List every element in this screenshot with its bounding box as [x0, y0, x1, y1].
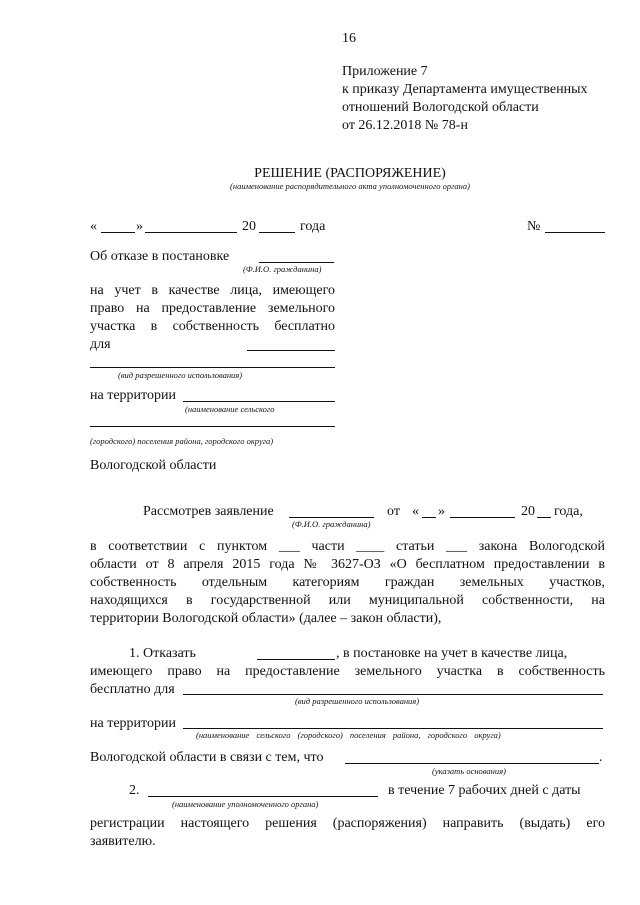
item1-line-3: бесплатно для [90, 682, 175, 697]
date-year-suffix: года [300, 219, 326, 234]
item1-reason-prefix: Вологодской области в связи с тем, что [90, 750, 324, 765]
date-year-prefix: 20 [242, 219, 256, 234]
item1-reason-end: . [599, 750, 603, 765]
considering-from: от [387, 504, 400, 519]
pursuant-line-1: в соответствии с пунктом ___ части ____ статьи ___ закона Вологодской [90, 539, 605, 554]
pursuant-line-4: находящихся в государственной или муниципальной собственности, на [90, 593, 605, 608]
item1-territory-label: на территории [90, 716, 176, 731]
considering-year-suffix: года, [554, 504, 583, 519]
item2-text: в течение 7 рабочих дней с даты [388, 783, 581, 798]
item2-organ-hint: (наименование уполномоченного органа) [172, 799, 319, 809]
subject-line-3: право на предоставление земельного [90, 301, 335, 316]
considering-close-quote: » [438, 504, 445, 519]
date-day-blank [101, 232, 135, 233]
subject-line-1: Об отказе в постановке [90, 249, 230, 264]
item1-reason-hint: (указать основания) [432, 766, 506, 776]
considering-fio-blank [289, 517, 374, 518]
considering-day-blank [422, 517, 436, 518]
subject-territory-hint-1: (наименование сельского [185, 404, 275, 414]
subject-territory-label: на территории [90, 388, 176, 403]
appendix-line-1: Приложение 7 [342, 64, 428, 79]
considering-year-prefix: 20 [521, 504, 535, 519]
item2-organ-blank [148, 796, 378, 797]
subject-for-blank-2 [90, 367, 335, 368]
item1-usage-hint: (вид разрешенного использования) [295, 696, 420, 706]
subject-fio-hint: (Ф.И.О. гражданина) [243, 264, 322, 274]
item1-territory-blank [183, 728, 603, 729]
item2-line-2: регистрации настоящего решения (распоряжения) направить (выдать) его [90, 816, 605, 831]
subject-territory-hint-2: (городского) поселения района, городского округа) [90, 436, 274, 446]
subject-usage-hint: (вид разрешенного использования) [118, 370, 243, 380]
subject-line-4: участка в собственность бесплатно [90, 319, 335, 334]
subject-fio-blank [259, 262, 334, 263]
pursuant-line-2: области от 8 апреля 2015 года № 3627-ОЗ «О бесплатном предоставлении в [90, 557, 605, 572]
appendix-line-2: к приказу Департамента имущественных [342, 82, 588, 97]
appendix-line-4: от 26.12.2018 № 78-н [342, 118, 468, 133]
pursuant-line-3: собственность отдельным категориям граждан земельных участков, [90, 575, 605, 590]
subject-territory-blank-1 [183, 401, 335, 402]
subject-region: Вологодской области [90, 458, 217, 473]
pursuant-line-5: территории Вологодской области» (далее – закон области), [90, 611, 442, 626]
item1-usage-blank [183, 694, 603, 695]
considering-fio-hint: (Ф.И.О. гражданина) [292, 519, 371, 529]
considering-label: Рассмотрев заявление [143, 504, 274, 519]
number-sign: № [527, 219, 541, 234]
date-close-quote: » [136, 219, 143, 234]
item2-number: 2. [129, 783, 140, 798]
document-title-hint: (наименование распорядительного акта уполномоченного органа) [230, 181, 470, 191]
subject-line-2: на учет в качестве лица, имеющего [90, 283, 335, 298]
item1-refuse: 1. Отказать [129, 646, 196, 661]
subject-line-5: для [90, 337, 111, 352]
subject-territory-blank-2 [90, 426, 335, 427]
considering-month-blank [450, 517, 515, 518]
item1-line-2: имеющего право на предоставление земельного участка в собственность [90, 664, 605, 679]
item1-reason-blank [345, 763, 599, 764]
item1-territory-hint: (наименование сельского (городского) поселения района, городского округа) [196, 730, 501, 740]
page-number: 16 [342, 31, 356, 46]
item1-refuse-rest: , в постановке на учет в качестве лица, [336, 646, 568, 661]
number-blank [545, 232, 605, 233]
date-month-blank [145, 232, 237, 233]
appendix-line-3: отношений Вологодской области [342, 100, 539, 115]
considering-year-blank [537, 517, 551, 518]
document-title: РЕШЕНИЕ (РАСПОРЯЖЕНИЕ) [254, 166, 446, 181]
date-year-blank [259, 232, 295, 233]
considering-open-quote: « [412, 504, 419, 519]
date-open-quote: « [90, 219, 97, 234]
item1-fio-blank [257, 659, 335, 660]
subject-for-blank-1 [247, 350, 335, 351]
item2-line-3: заявителю. [90, 834, 156, 849]
